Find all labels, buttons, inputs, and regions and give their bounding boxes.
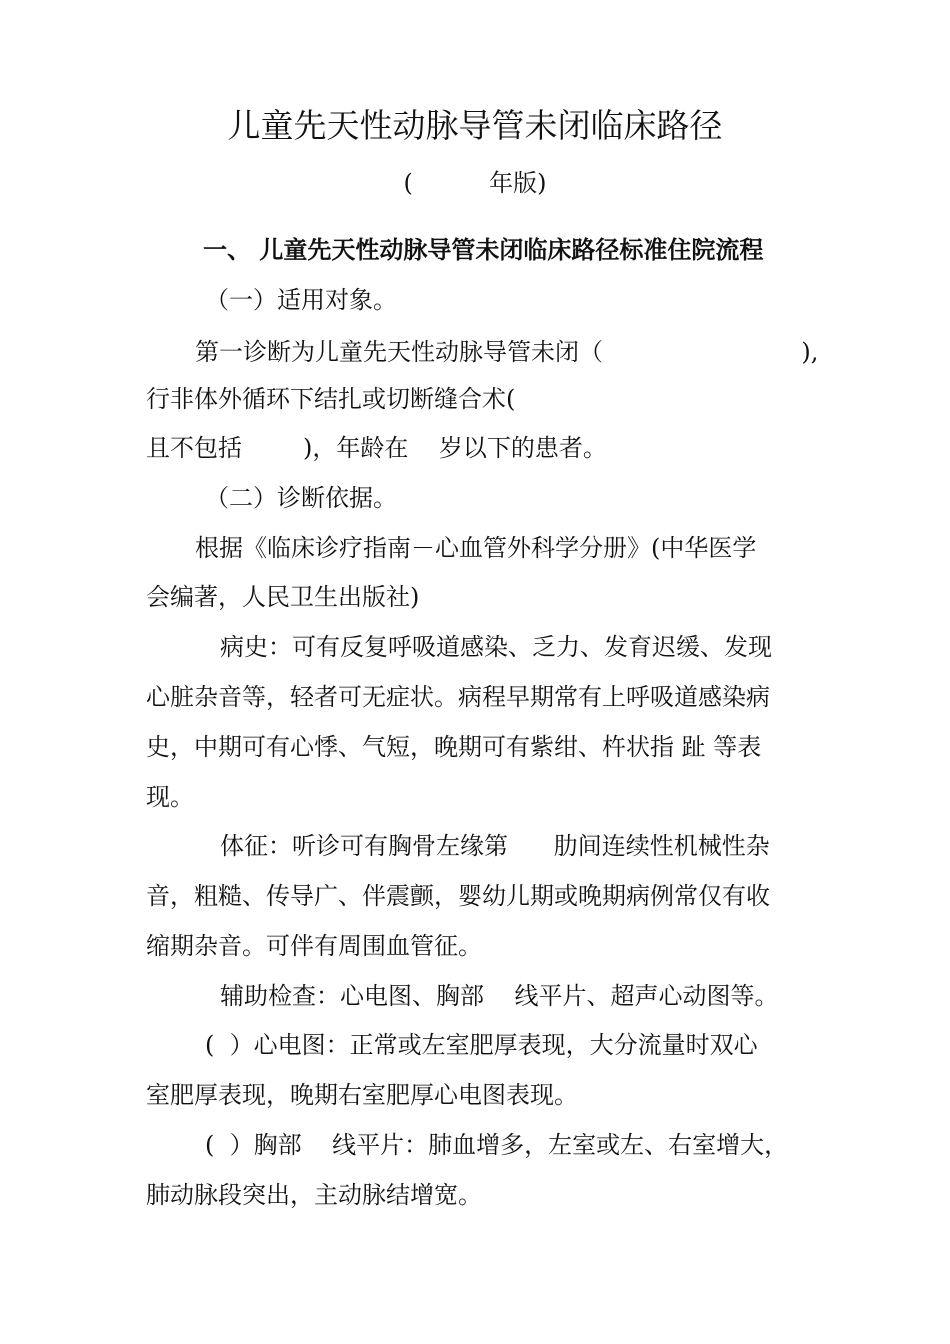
paragraph-line: 室肥厚表现，晚期右室肥厚心电图表现。	[146, 1081, 578, 1109]
document-title: 儿童先天性动脉导管未闭临床路径	[227, 106, 723, 145]
paragraph-line: 心脏杂音等，轻者可无症状。病程早期常有上呼吸道感染病	[146, 683, 770, 711]
paragraph-line: 现。	[146, 783, 194, 811]
paragraph-line: ( ）胸部 线平片：肺血增多，左室或左、右室增大，	[205, 1131, 789, 1159]
paragraph-line: ( ）心电图：正常或左室肥厚表现，大分流量时双心	[205, 1031, 758, 1059]
paragraph-line: 病史：可有反复呼吸道感染、乏力、发育迟缓、发现	[220, 633, 772, 661]
paragraph-line: 根据《临床诊疗指南－心血管外科学分册》(中华医学	[195, 534, 757, 562]
paragraph-line: 会编著，人民卫生出版社)	[146, 583, 420, 611]
edition-year: ( 年版)	[403, 169, 547, 197]
paragraph-line: 体征：听诊可有胸骨左缘第 肋间连续性机械性杂	[220, 832, 770, 860]
paragraph-line: 第一诊断为儿童先天性动脉导管未闭（ ),	[195, 338, 819, 366]
paragraph-line: 肺动脉段突出，主动脉结增宽。	[146, 1181, 482, 1209]
paragraph-line: 史，中期可有心悸、气短，晚期可有紫绀、杵状指 趾 等表	[146, 733, 762, 761]
paragraph-line: 行非体外循环下结扎或切断缝合术(	[146, 385, 516, 413]
paragraph-line: 音，粗糙、传导广、伴震颤，婴幼儿期或晚期病例常仅有收	[146, 882, 770, 910]
subsection-heading-diagnosis: （二）诊断依据。	[205, 484, 397, 512]
subsection-heading-scope: （一）适用对象。	[205, 286, 397, 314]
paragraph-line: 缩期杂音。可伴有周围血管征。	[146, 932, 482, 960]
section-heading: 一、 儿童先天性动脉导管未闭临床路径标准住院流程	[203, 236, 764, 264]
paragraph-line: 辅助检查：心电图、胸部 线平片、超声心动图等。	[220, 982, 779, 1010]
paragraph-line: 且不包括 )，年龄在 岁以下的患者。	[146, 434, 607, 462]
